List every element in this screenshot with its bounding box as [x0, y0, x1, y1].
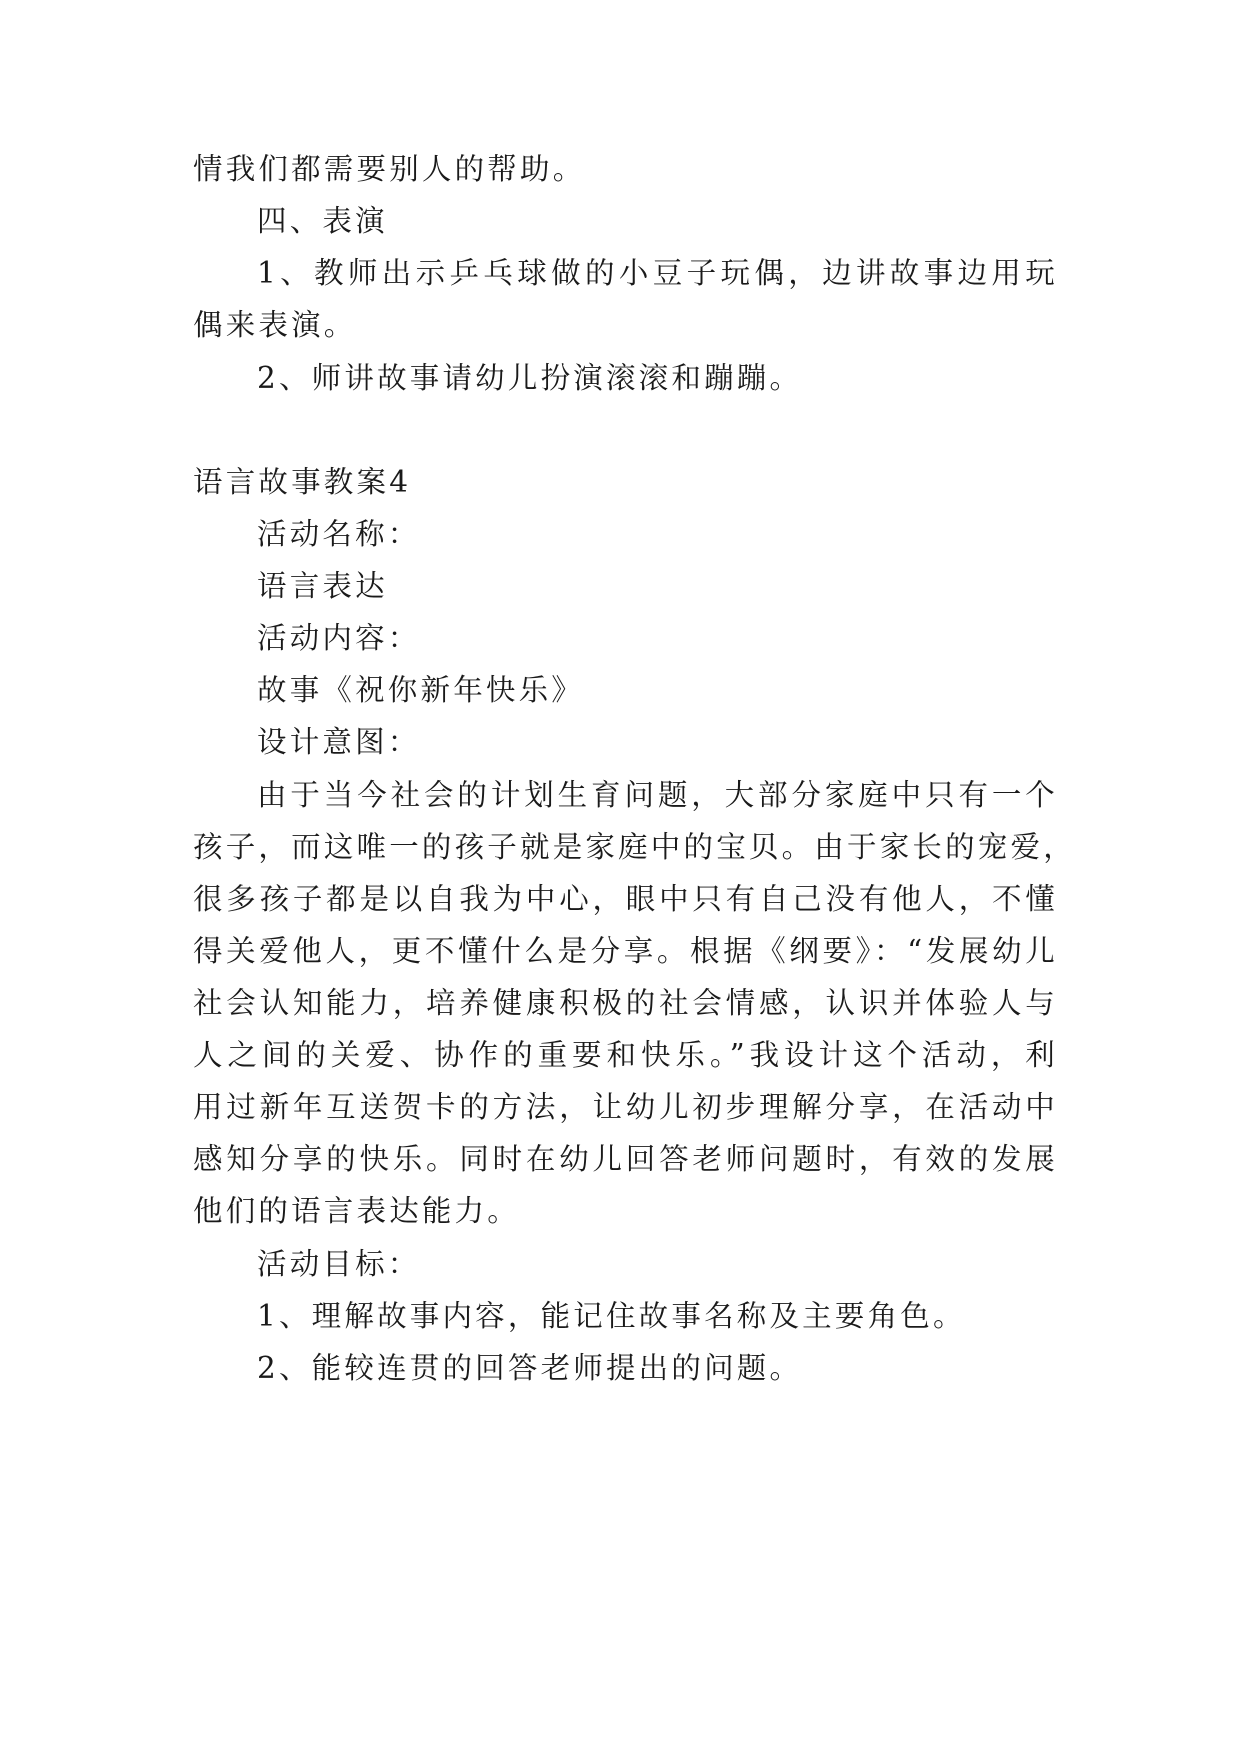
section-heading-performance: 四、表演 [257, 204, 388, 238]
activity-goals-label: 活动目标： [257, 1247, 421, 1281]
activity-content-value: 故事《祝你新年快乐》 [257, 673, 585, 707]
activity-name-label: 活动名称： [257, 517, 421, 551]
design-intent-line: 很多孩子都是以自我为中心，眼中只有自己没有他人，不懂 [193, 882, 1058, 916]
activity-content-label: 活动内容： [257, 621, 421, 655]
list-item-1-line-2: 偶来表演。 [193, 308, 357, 342]
list-item-2: 2、师讲故事请幼儿扮演滚滚和蹦蹦。 [257, 361, 803, 395]
activity-name-value: 语言表达 [257, 569, 388, 603]
design-intent-label: 设计意图： [257, 725, 421, 759]
list-item-1-line-1: 1、教师出示乒乓球做的小豆子玩偶，边讲故事边用玩 [257, 256, 1058, 290]
paragraph-continuation: 情我们都需要别人的帮助。 [193, 152, 586, 186]
design-intent-line: 由于当今社会的计划生育问题，大部分家庭中只有一个 [257, 778, 1058, 812]
design-intent-line: 他们的语言表达能力。 [193, 1194, 521, 1228]
design-intent-line: 感知分享的快乐。同时在幼儿回答老师问题时，有效的发展 [193, 1142, 1058, 1176]
design-intent-line: 用过新年互送贺卡的方法，让幼儿初步理解分享，在活动中 [193, 1090, 1058, 1124]
design-intent-line: 得关爱他人，更不懂什么是分享。根据《纲要》：“发展幼儿 [193, 934, 1058, 968]
lesson-plan-title: 语言故事教案4 [193, 465, 412, 499]
design-intent-line: 孩子，而这唯一的孩子就是家庭中的宝贝。由于家长的宠爱， [193, 830, 1076, 864]
goal-item-1: 1、理解故事内容，能记住故事名称及主要角色。 [257, 1299, 966, 1333]
design-intent-line: 人之间的关爱、协作的重要和快乐。”我设计这个活动，利 [193, 1038, 1058, 1072]
goal-item-2: 2、能较连贯的回答老师提出的问题。 [257, 1351, 803, 1385]
design-intent-line: 社会认知能力，培养健康积极的社会情感，认识并体验人与 [193, 986, 1058, 1020]
